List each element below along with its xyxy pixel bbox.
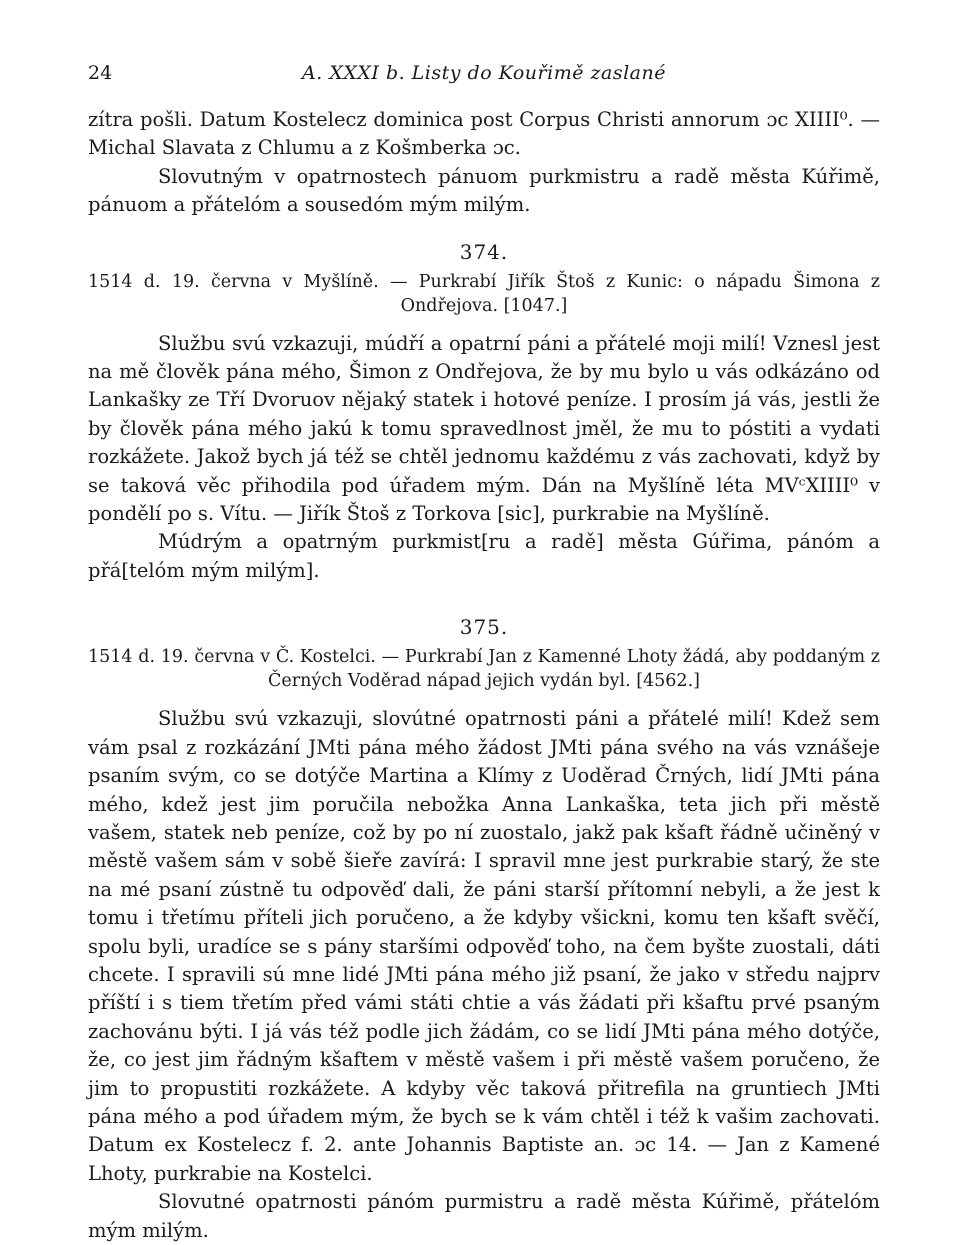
document-address-375: Slovutné opatrnosti pánóm purmistru a radě města Kúřimě, přátelóm mým milým. bbox=[88, 1190, 880, 1242]
document-address-374: Múdrým a opatrným purkmist[ru a radě] města Gúřima, pánóm a přá[telóm mým milým]. bbox=[88, 530, 880, 582]
running-title: A. XXXI b. Listy do Kouřimě zaslané bbox=[302, 62, 666, 84]
document-regest-375: 1514 d. 19. června v Č. Kostelci. — Purkrabí Jan z Kamenné Lhoty žádá, aby poddaným z Černých Voděrad nápad jejich vydán byl. [4562.] bbox=[88, 647, 880, 692]
document-text-374: Službu svú vzkazuji, múdří a opatrní páni a přátelé moji milí! Vznesl jest na mě člověk pána mého, Šimon z Ondřejova, že by mu bylo u vás odkázáno od Lankašky ze Tří Dvoruov nějaký statek i hotové peníze. I prosím já vás, jestli že by člověk pána mého jakú k tomu spravedlnost jměl, že mu to póstiti a vydati rozkážete. Jakož bych já též se chtěl jednomu každému z vás zachovati, když by se taková věc přihodila pod úřadem mým. Dán na Myšlíně léta MVᶜXIIII⁰ v pondělí po s. Vítu. — Jiřík Štoš z Torkova [sic], purkrabie na Myšlíně. bbox=[88, 331, 880, 526]
document-page bbox=[88, 58, 880, 1245]
continuation-address: Slovutným v opatrnostech pánuom purkmistru a radě města Kúřimě, pánuom a přátelóm a sousedóm mým milým. bbox=[88, 164, 880, 217]
page-number: 24 bbox=[88, 62, 113, 84]
document-text-375: Službu svú vzkazuji, slovútné opatrnosti páni a přátelé milí! Kdež sem vám psal z rozkázání JMti pána mého žádost JMti pána svého na vás vznášeje psaním svým, co se dotýče Martina a Klímy z Uoděrad Črných, lidí JMti pána mého, kdež jest jim poručila nebožka Anna Lankaška, teta jich při městě vašem, statek neb peníze, což by po ní zuostalo, jakž pak kšaft řádně učiněný v městě vašem sám v sobě šieře zavírá: I spravil mne jest purkrabie starý, že ste na mé psaní zústně tu odpověď dali, že páni starší přítomní nebyli, a že jest k tomu i třetímu příteli jich poručeno, a že kdyby všickni, komu ten kšaft svěčí, spolu byli, uradíce se s pány staršími odpověď toho, na čem byšte zuostali, dáti chcete. I spravili sú mne lidé JMti pána mého již psaní, že jako v středu najprv příští i s tiem třetím před vámi státi chtie a vás žádati při kšaftu prvé psaným zachovánu býti. I já vás též podle jich žádám, co se lidí JMti pána mého dotýče, že, co jest jim řádným kšaftem v městě vašem i při městě vašem poručeno, že jim to propustiti rozkážete. A kdyby věc taková přitrefila na gruntiech JMti pána mého a pod úřadem mým, že bych se k vám chtěl i též k vašim zachovati. Datum ex Kostelecz f. 2. ante Johannis Baptiste an. ɔc 14. — Jan z Kamené Lhoty, purkrabie na Kostelci. bbox=[88, 707, 880, 1185]
document-regest-374: 1514 d. 19. června v Myšlíně. — Purkrabí Jiřík Štoš z Kunic: o nápadu Šimona z Ondřejova. [1047.] bbox=[88, 271, 880, 316]
document-number-375: 375. bbox=[459, 615, 509, 640]
continuation-paragraph: zítra pošli. Datum Kostelecz dominica post Corpus Christi annorum ɔc XIIII⁰. — Michal Slavata z Chlumu a z Košmberka ɔc. bbox=[88, 108, 880, 160]
running-header bbox=[88, 58, 880, 88]
document-number-374: 374. bbox=[459, 239, 509, 264]
